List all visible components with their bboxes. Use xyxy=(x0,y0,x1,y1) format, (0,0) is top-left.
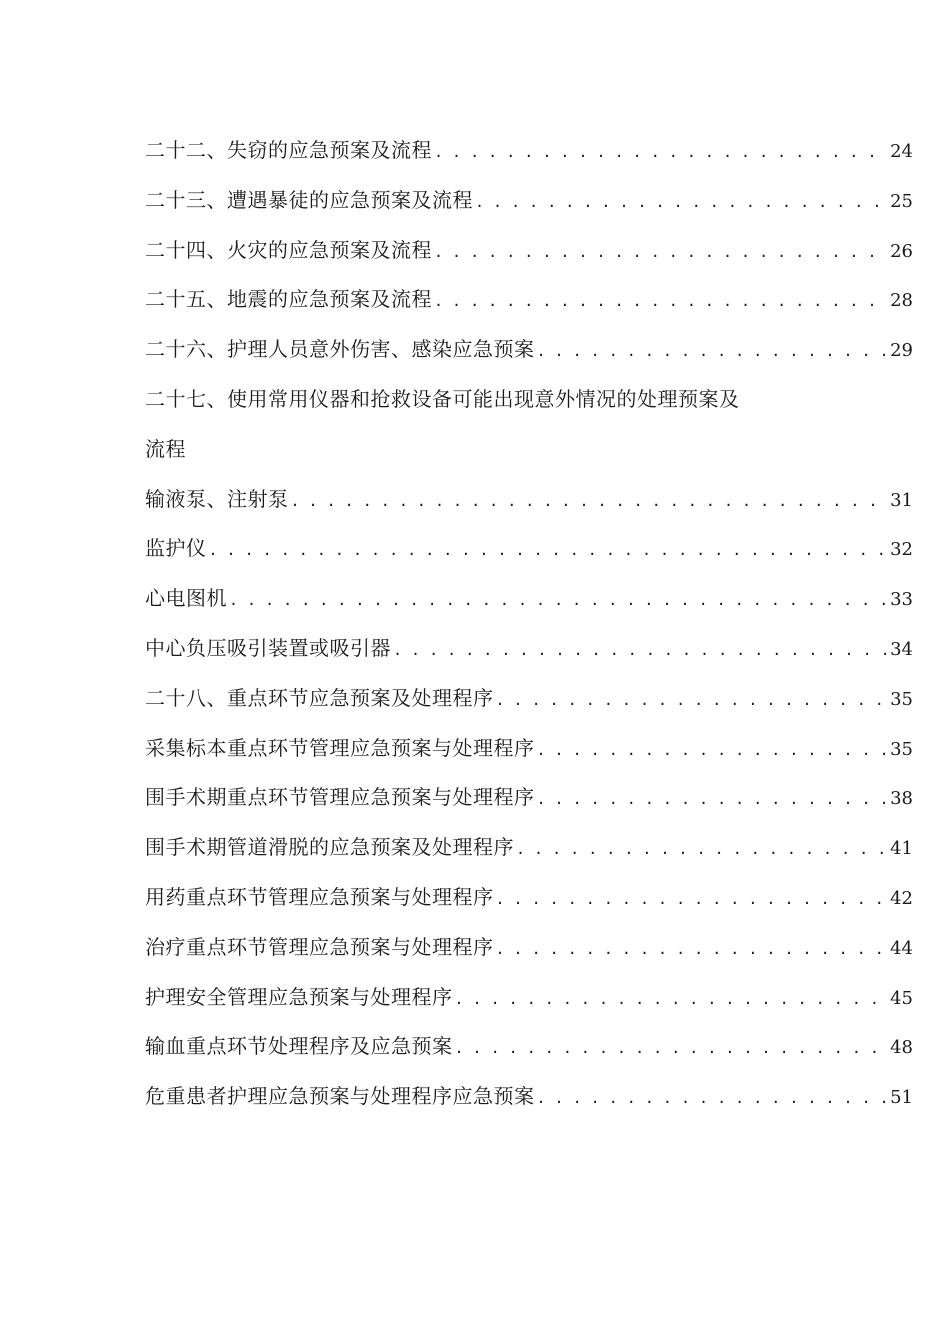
toc-entry[interactable] xyxy=(145,176,913,226)
toc-page-number: 26 xyxy=(890,240,913,262)
toc-entry-title: 二十三、遭遇暴徒的应急预案及流程 xyxy=(145,187,473,212)
toc-page-number: 44 xyxy=(890,937,913,959)
toc-page-number: 35 xyxy=(890,738,913,760)
toc-entry[interactable] xyxy=(145,226,913,276)
toc-entry-title: 输液泵、注射泵 xyxy=(145,486,289,511)
toc-entry-title: 输血重点环节处理程序及应急预案 xyxy=(145,1034,453,1059)
toc-dot-leader xyxy=(535,726,889,776)
toc-dot-leader xyxy=(514,825,888,875)
toc-entry-title: 围手术期管道滑脱的应急预案及处理程序 xyxy=(145,835,514,860)
toc-entry[interactable] xyxy=(145,524,913,574)
toc-page-number: 38 xyxy=(890,788,913,810)
toc-entry[interactable] xyxy=(145,773,913,823)
toc-dot-leader xyxy=(494,875,889,925)
toc-entry-title: 心电图机 xyxy=(145,586,227,611)
toc-entry-title: 用药重点环节管理应急预案与处理程序 xyxy=(145,884,494,909)
toc-entry[interactable] xyxy=(145,275,913,325)
toc-page-number: 33 xyxy=(890,589,913,611)
toc-dot-leader xyxy=(432,228,888,278)
toc-entry-title: 危重患者护理应急预案与处理程序应急预案 xyxy=(145,1084,535,1109)
toc-entry[interactable] xyxy=(145,724,913,774)
toc-page-number: 28 xyxy=(890,290,913,312)
toc-section-heading-continued[interactable] xyxy=(145,425,913,475)
toc-entry[interactable] xyxy=(145,325,913,375)
toc-entry[interactable] xyxy=(145,1022,913,1072)
toc-entry[interactable] xyxy=(145,574,913,624)
toc-entry[interactable] xyxy=(145,475,913,525)
toc-entry[interactable] xyxy=(145,674,913,724)
toc-entry-title: 中心负压吸引装置或吸引器 xyxy=(145,635,391,660)
toc-entry-title: 二十八、重点环节应急预案及处理程序 xyxy=(145,685,494,710)
toc-page-number: 48 xyxy=(890,1037,913,1059)
toc-dot-leader xyxy=(535,327,889,377)
toc-entry[interactable] xyxy=(145,873,913,923)
toc-dot-leader xyxy=(432,277,888,327)
toc-page-number: 29 xyxy=(890,340,913,362)
toc-page-number: 25 xyxy=(890,190,913,212)
toc-entry[interactable] xyxy=(145,973,913,1023)
toc-section-heading[interactable] xyxy=(145,375,913,425)
toc-entry[interactable] xyxy=(145,923,913,973)
toc-entry-title: 流程 xyxy=(145,436,186,461)
toc-entry[interactable] xyxy=(145,126,913,176)
toc-dot-leader xyxy=(453,1024,889,1074)
toc-dot-leader xyxy=(227,576,888,626)
toc-entry-title: 二十二、失窃的应急预案及流程 xyxy=(145,138,432,162)
toc-dot-leader xyxy=(473,178,888,228)
toc-dot-leader xyxy=(391,626,888,676)
toc-entry-title: 护理安全管理应急预案与处理程序 xyxy=(145,984,453,1009)
toc-dot-leader xyxy=(494,676,889,726)
table-of-contents xyxy=(145,126,913,1122)
toc-entry-title: 治疗重点环节管理应急预案与处理程序 xyxy=(145,934,494,959)
toc-page-number: 51 xyxy=(890,1087,913,1109)
toc-dot-leader xyxy=(289,477,889,527)
toc-dot-leader xyxy=(535,1074,889,1124)
toc-entry[interactable] xyxy=(145,624,913,674)
toc-page-number: 31 xyxy=(890,489,913,511)
toc-entry-title: 二十七、使用常用仪器和抢救设备可能出现意外情况的处理预案及 xyxy=(145,386,740,411)
toc-entry-title: 监护仪 xyxy=(145,536,207,561)
toc-dot-leader xyxy=(207,526,889,576)
toc-dot-leader xyxy=(453,975,889,1025)
toc-entry-title: 二十四、火灾的应急预案及流程 xyxy=(145,237,432,262)
toc-page-number: 42 xyxy=(890,887,913,909)
toc-page-number: 45 xyxy=(890,987,913,1009)
toc-entry-title: 二十五、地震的应急预案及流程 xyxy=(145,287,432,312)
toc-page-number: 24 xyxy=(890,141,913,162)
toc-page-number: 35 xyxy=(890,688,913,710)
toc-entry[interactable] xyxy=(145,823,913,873)
toc-dot-leader xyxy=(494,925,889,975)
toc-page-number: 34 xyxy=(890,638,913,660)
toc-entry-title: 二十六、护理人员意外伤害、感染应急预案 xyxy=(145,337,535,362)
toc-dot-leader xyxy=(535,775,889,825)
toc-page-number: 32 xyxy=(890,539,913,561)
toc-entry[interactable] xyxy=(145,1072,913,1122)
toc-entry-title: 采集标本重点环节管理应急预案与处理程序 xyxy=(145,735,535,760)
toc-entry-title: 围手术期重点环节管理应急预案与处理程序 xyxy=(145,785,535,810)
toc-page-number: 41 xyxy=(890,838,913,860)
toc-dot-leader xyxy=(432,128,888,178)
